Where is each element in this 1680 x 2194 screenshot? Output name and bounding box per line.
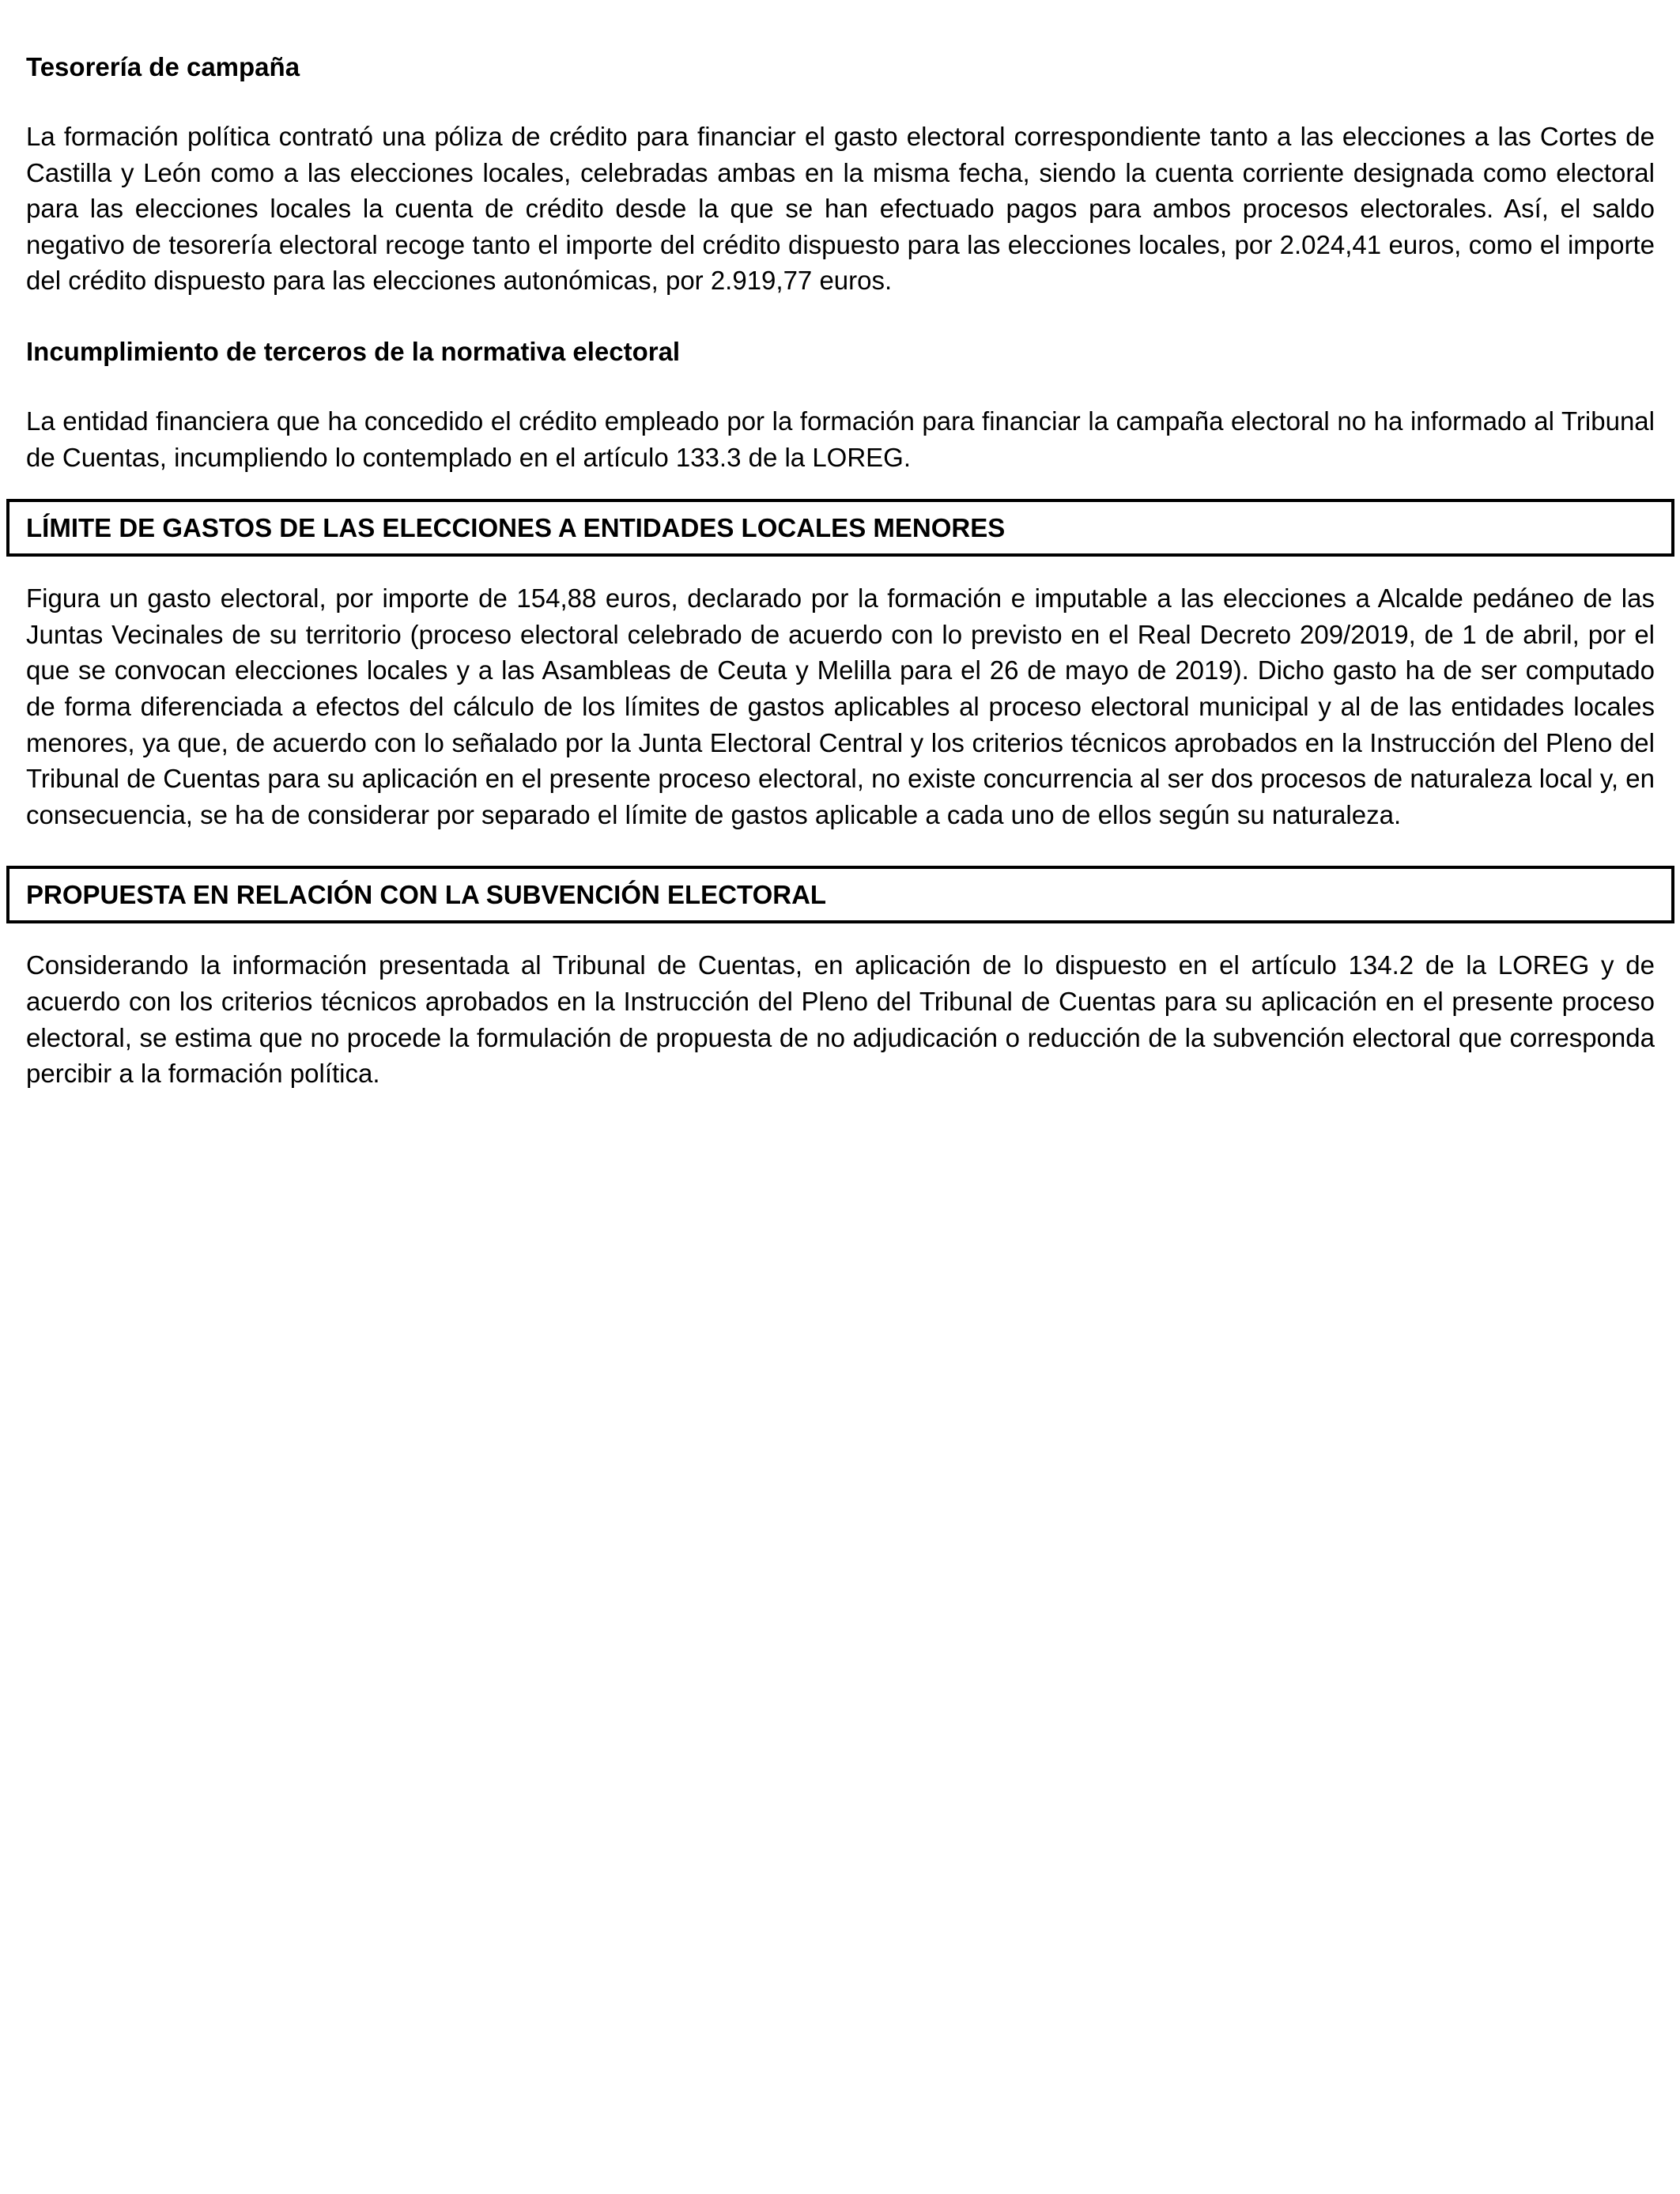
document-page <box>26 49 1655 1092</box>
paragraph-tesoreria: La formación política contrató una póliza de crédito para financiar el gasto electoral correspondiente tanto a las elecciones a las Cortes de Castilla y León como a las elecciones locales, celebradas ambas en la misma fecha, siendo la cuenta corriente designada como electoral para las elecciones locales la cuenta de crédito desde la que se han efectuado pagos para ambos procesos electorales. Así, el saldo negativo de tesorería electoral recoge tanto el importe del crédito dispuesto para las elecciones locales, por 2.024,41 euros, como el importe del crédito dispuesto para las elecciones autonómicas, por 2.919,77 euros. <box>26 122 1655 296</box>
paragraph-incumplimiento: La entidad financiera que ha concedido el crédito empleado por la formación para financiar la campaña electoral no ha informado al Tribunal de Cuentas, incumpliendo lo contemplado en el artículo 133.3 de la LOREG. <box>26 406 1655 472</box>
paragraph-limite-gastos: Figura un gasto electoral, por importe de 154,88 euros, declarado por la formación e imputable a las elecciones a Alcalde pedáneo de las Juntas Vecinales de su territorio (proceso electoral celebrado de acuerdo con lo previsto en el Real Decreto 209/2019, de 1 de abril, por el que se convocan elecciones locales y a las Asambleas de Ceuta y Melilla para el 26 de mayo de 2019). Dicho gasto ha de ser computado de forma diferenciada a efectos del cálculo de los límites de gastos aplicables al proceso electoral municipal y al de las entidades locales menores, ya que, de acuerdo con lo señalado por la Junta Electoral Central y los criterios técnicos aprobados en la Instrucción del Pleno del Tribunal de Cuentas para su aplicación en el presente proceso electoral, no existe concurrencia al ser dos procesos de naturaleza local y, en consecuencia, se ha de considerar por separado el límite de gastos aplicable a cada uno de ellos según su naturaleza. <box>26 583 1655 829</box>
section-heading-incumplimiento: Incumplimiento de terceros de la normativa electoral <box>26 336 681 366</box>
boxed-heading-limite-gastos: LÍMITE DE GASTOS DE LAS ELECCIONES A ENTIDADES LOCALES MENORES <box>6 499 1674 557</box>
section-heading-tesoreria: Tesorería de campaña <box>26 52 300 81</box>
boxed-heading-propuesta: PROPUESTA EN RELACIÓN CON LA SUBVENCIÓN ELECTORAL <box>6 866 1674 923</box>
paragraph-propuesta: Considerando la información presentada al Tribunal de Cuentas, en aplicación de lo dispuesto en el artículo 134.2 de la LOREG y de acuerdo con los criterios técnicos aprobados en la Instrucción del Pleno del Tribunal de Cuentas para su aplicación en el presente proceso electoral, se estima que no procede la formulación de propuesta de no adjudicación o reducción de la subvención electoral que corresponda percibir a la formación política. <box>26 950 1655 1089</box>
